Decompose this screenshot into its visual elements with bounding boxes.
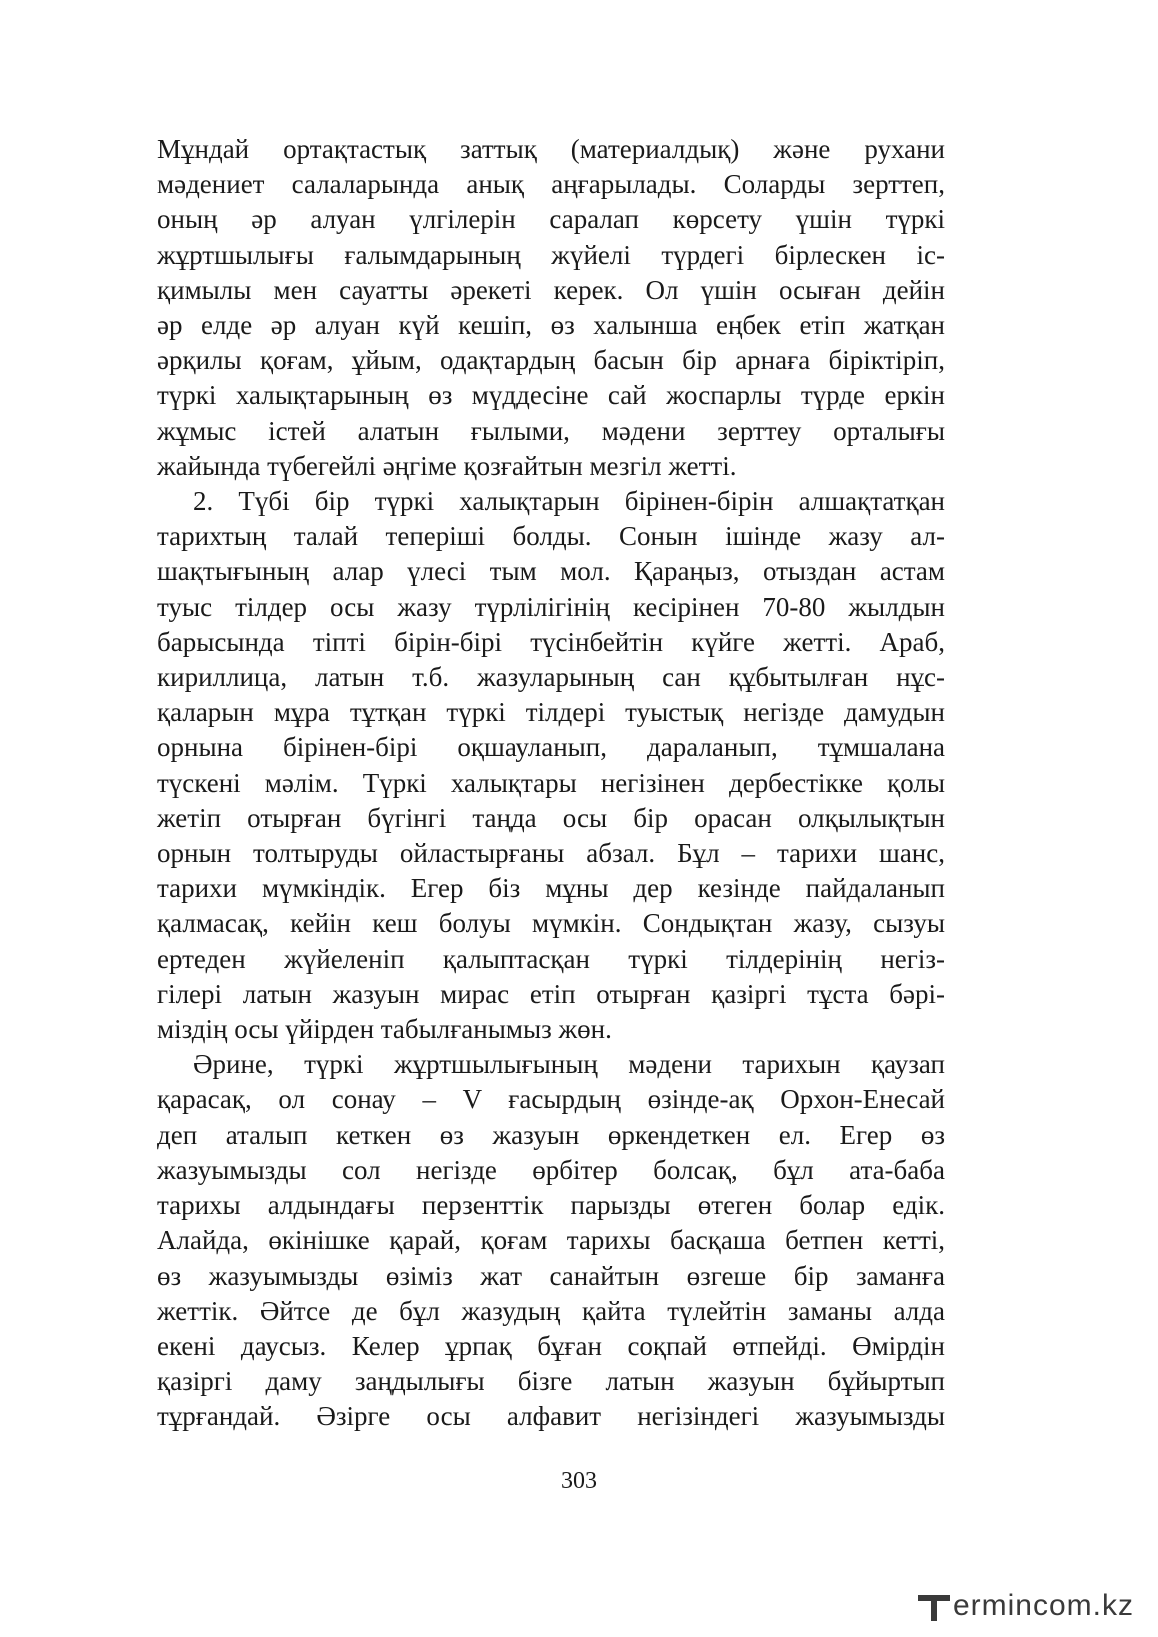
text-line: Әрине, түркі жұртшылығының мәдени тарихын қаузап	[193, 1049, 945, 1080]
text-line: шақтығының алар үлесі тым мол. Қараңыз, отыздан астам	[157, 556, 945, 587]
text-line: түркі халықтарының өз мүддесіне сай жоспарлы түрде еркін	[157, 380, 945, 411]
text-line: гілері латын жазуын мирас етіп отырған қазіргі тұста бәрі-	[157, 978, 945, 1009]
text-line: туыс тілдер осы жазу түрлілігінің кесірінен 70-80 жылдын	[157, 591, 945, 622]
text-line: тарихи мүмкіндік. Егер біз мұны дер кезінде пайдаланып	[157, 873, 945, 904]
text-line: кириллица, латын т.б. жазуларының сан құбытылған нұс-	[157, 662, 945, 693]
text-line: тарихы алдындағы перзенттік парызды өтеген болар едік.	[157, 1190, 945, 1221]
text-line: деп аталып кеткен өз жазуын өркендеткен ел. Егер өз	[157, 1119, 945, 1150]
page-number: 303	[561, 1468, 597, 1494]
text-line: оның әр алуан үлгілерін саралап көрсету үшін түркі	[157, 204, 945, 235]
paragraph	[157, 484, 945, 1047]
text-line: қалмасақ, кейін кеш болуы мүмкін. Сондықтан жазу, сызуы	[157, 908, 945, 939]
watermark-text: ermincom.kz	[952, 1589, 1134, 1622]
body-text	[157, 132, 945, 1435]
text-line: әрқилы қоғам, ұйым, одақтардың басын бір арнаға біріктіріп,	[157, 345, 945, 376]
text-line: орнына бірінен-бірі оқшауланып, дараланып, тұмшалана	[157, 732, 945, 763]
site-watermark	[915, 1586, 1134, 1626]
text-line: міздің осы үйірден табылғанымыз жөн.	[157, 1014, 612, 1045]
text-line: ертеден жүйеленіп қалыптасқан түркі тілдерінің негіз-	[157, 943, 945, 974]
text-line: 2. Түбі бір түркі халықтарын бірінен-бірін алшақтатқан	[193, 486, 945, 517]
text-line: жайында түбегейлі әңгіме қозғайтын мезгіл жетті.	[157, 450, 737, 481]
text-line: орнын толтыруды ойластырғаны абзал. Бұл – тарихи шанс,	[157, 838, 945, 869]
text-line: Мұндай ортақтастық заттық (материалдық) және рухани	[157, 134, 945, 164]
text-line: өз жазуымызды өзіміз жат санайтын өзгеше бір заманға	[157, 1260, 945, 1291]
text-line: қаларын мұра тұтқан түркі тілдері туыстық негізде дамудын	[157, 697, 945, 728]
text-line: жеттік. Әйтсе де бұл жазудың қайта түлейтін заманы алда	[157, 1295, 945, 1326]
text-line: жетіп отырған бүгінгі таңда осы бір орасан олқылықтын	[157, 802, 945, 833]
text-line: қарасақ, ол сонау – V ғасырдың өзінде-ақ Орхон-Енесай	[157, 1084, 945, 1115]
text-line: тарихтың талай тепеpіші болды. Сонын ішінде жазу ал-	[157, 521, 945, 552]
text-line: барысында тіпті бірін-бірі түсінбейтін күйге жетті. Араб,	[157, 626, 945, 657]
text-line: екені даусыз. Келер ұрпақ бұған соқпай өтпейді. Өмірдін	[157, 1330, 945, 1361]
text-line: мәдениет салаларында анық аңғарылады. Соларды зерттеп,	[157, 169, 945, 200]
paragraph	[157, 1047, 945, 1434]
text-line: әр елде әр алуан күй кешіп, өз халынша еңбек етіп жатқан	[157, 310, 945, 341]
termincom-logo-icon	[915, 1587, 953, 1625]
text-line: қимылы мен сауатты әрекеті керек. Ол үшін осыған дейін	[157, 274, 945, 305]
text-line: жазуымызды сол негізде өрбітер болсақ, бұл ата-баба	[157, 1154, 945, 1185]
text-line: жұртшылығы ғалымдарының жүйелі түрдегі бірлескен іс-	[157, 239, 945, 270]
text-line: Алайда, өкінішке қарай, қоғам тарихы басқаша бетпен кетті,	[157, 1225, 945, 1256]
paragraph	[157, 132, 945, 484]
text-line: жұмыс істей алатын ғылыми, мәдени зерттеу орталығы	[157, 415, 945, 446]
text-line: қазіргі даму заңдылығы бізге латын жазуын бұйыртып	[157, 1366, 945, 1397]
text-line: тұрғандай. Әзірге осы алфавит негізіндегі жазуымызды	[157, 1401, 945, 1432]
text-line: түскені мәлім. Түркі халықтары негізінен дербестікке қолы	[157, 767, 945, 798]
